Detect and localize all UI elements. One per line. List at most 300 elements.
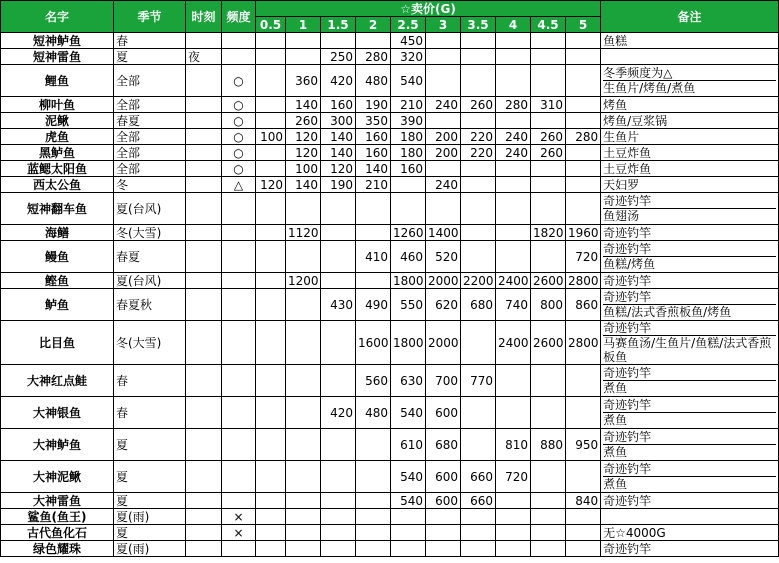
price-cell xyxy=(426,193,461,225)
season-cell: 夏(雨) xyxy=(114,541,186,557)
table-row xyxy=(1,273,779,289)
price-cell xyxy=(426,33,461,49)
price-level: 3.5 xyxy=(461,17,496,33)
fish-name: 鲤鱼 xyxy=(1,65,114,97)
table-row xyxy=(1,177,779,193)
price-cell: 610 xyxy=(391,429,426,461)
note-line: 奇迹钓竿 xyxy=(603,194,776,209)
price-cell xyxy=(321,33,356,49)
price-cell xyxy=(496,33,531,49)
price-cell xyxy=(531,509,566,525)
price-cell xyxy=(496,241,531,273)
price-cell: 480 xyxy=(356,397,391,429)
time-cell xyxy=(186,177,222,193)
price-cell xyxy=(461,49,496,65)
notes-cell xyxy=(601,145,779,161)
price-cell xyxy=(461,177,496,193)
price-cell xyxy=(391,509,426,525)
time-cell xyxy=(186,525,222,541)
price-cell: 600 xyxy=(426,461,461,493)
price-cell xyxy=(496,493,531,509)
price-cell xyxy=(531,541,566,557)
season-cell: 全部 xyxy=(114,145,186,161)
header-time: 时刻 xyxy=(186,1,222,33)
notes-cell xyxy=(601,321,779,365)
price-cell xyxy=(286,397,321,429)
price-cell: 240 xyxy=(426,177,461,193)
price-cell xyxy=(286,493,321,509)
notes-cell xyxy=(601,225,779,241)
price-cell xyxy=(286,241,321,273)
price-cell xyxy=(566,33,601,49)
price-cell xyxy=(321,493,356,509)
price-cell: 1820 xyxy=(531,225,566,241)
fish-name: 西太公鱼 xyxy=(1,177,114,193)
price-cell: 160 xyxy=(391,161,426,177)
price-cell: 180 xyxy=(391,129,426,145)
price-cell xyxy=(461,525,496,541)
price-cell: 260 xyxy=(286,113,321,129)
price-level: 4 xyxy=(496,17,531,33)
price-cell xyxy=(391,541,426,557)
price-cell xyxy=(321,241,356,273)
note-line: 无☆4000G xyxy=(603,525,666,540)
season-cell: 全部 xyxy=(114,129,186,145)
price-cell xyxy=(566,509,601,525)
time-cell xyxy=(186,129,222,145)
price-cell: 540 xyxy=(391,397,426,429)
note-line: 烤鱼 xyxy=(603,97,628,112)
notes-cell xyxy=(601,193,779,225)
frequency-cell xyxy=(222,461,256,493)
fish-name: 海鳝 xyxy=(1,225,114,241)
table-row xyxy=(1,113,779,129)
price-cell: 720 xyxy=(496,461,531,493)
price-cell xyxy=(426,49,461,65)
season-cell: 夏 xyxy=(114,525,186,541)
time-cell xyxy=(186,241,222,273)
price-cell xyxy=(566,541,601,557)
table-row xyxy=(1,429,779,461)
table-row xyxy=(1,161,779,177)
price-cell: 140 xyxy=(356,161,391,177)
price-cell: 2600 xyxy=(531,321,566,365)
price-cell xyxy=(286,365,321,397)
price-cell: 1600 xyxy=(356,321,391,365)
price-cell xyxy=(256,541,286,557)
price-cell: 140 xyxy=(286,177,321,193)
table-row xyxy=(1,65,779,97)
price-cell xyxy=(496,193,531,225)
price-cell xyxy=(286,49,321,65)
price-cell: 620 xyxy=(426,289,461,321)
price-level: 4.5 xyxy=(531,17,566,33)
price-cell xyxy=(496,365,531,397)
time-cell xyxy=(186,541,222,557)
note-line: 奇迹钓竿 xyxy=(603,273,652,288)
fish-name: 虎鱼 xyxy=(1,129,114,145)
time-cell xyxy=(186,225,222,241)
price-cell xyxy=(286,509,321,525)
note-line: 鱼糕/烤鱼 xyxy=(603,257,656,271)
frequency-cell xyxy=(222,289,256,321)
time-cell xyxy=(186,97,222,113)
frequency-cell xyxy=(222,33,256,49)
frequency-cell xyxy=(222,225,256,241)
notes-cell xyxy=(601,525,779,541)
price-cell: 2200 xyxy=(461,273,496,289)
price-cell: 250 xyxy=(321,49,356,65)
price-cell xyxy=(256,145,286,161)
season-cell: 春 xyxy=(114,397,186,429)
price-cell xyxy=(321,193,356,225)
table-body xyxy=(1,33,779,557)
fish-name: 黑鲈鱼 xyxy=(1,145,114,161)
note-line: 奇迹钓竿 xyxy=(603,321,776,336)
note-line: 奇迹钓竿 xyxy=(603,462,776,477)
price-cell xyxy=(321,321,356,365)
price-cell: 1200 xyxy=(286,273,321,289)
price-cell: 680 xyxy=(461,289,496,321)
table-row xyxy=(1,509,779,525)
note-line: 煮鱼 xyxy=(603,381,628,395)
header-frequency: 频度 xyxy=(222,1,256,33)
notes-cell xyxy=(601,65,779,97)
price-cell xyxy=(391,177,426,193)
time-cell xyxy=(186,113,222,129)
price-cell: 700 xyxy=(426,365,461,397)
price-cell xyxy=(356,493,391,509)
fish-name: 泥鳅 xyxy=(1,113,114,129)
price-cell: 490 xyxy=(356,289,391,321)
time-cell xyxy=(186,509,222,525)
price-cell xyxy=(286,193,321,225)
fish-name: 短神雷鱼 xyxy=(1,49,114,65)
notes-cell xyxy=(601,241,779,273)
note-line: 奇迹钓竿 xyxy=(603,225,652,240)
price-cell xyxy=(256,241,286,273)
fish-name: 鲣鱼 xyxy=(1,273,114,289)
price-cell: 190 xyxy=(321,177,356,193)
table-row xyxy=(1,321,779,365)
note-line: 鱼糕/法式香煎板鱼/烤鱼 xyxy=(603,305,732,319)
price-cell xyxy=(496,541,531,557)
price-cell xyxy=(256,193,286,225)
price-cell xyxy=(356,429,391,461)
price-cell: 180 xyxy=(391,145,426,161)
price-cell: 560 xyxy=(356,365,391,397)
price-cell: 520 xyxy=(426,241,461,273)
price-cell: 460 xyxy=(391,241,426,273)
price-cell: 140 xyxy=(286,97,321,113)
price-cell: 600 xyxy=(426,397,461,429)
season-cell: 夏(台风) xyxy=(114,193,186,225)
price-cell xyxy=(426,509,461,525)
note-line: 奇迹钓竿 xyxy=(603,493,652,508)
frequency-cell: △ xyxy=(222,177,256,193)
price-cell xyxy=(531,461,566,493)
price-cell: 550 xyxy=(391,289,426,321)
fish-name: 大神泥鳅 xyxy=(1,461,114,493)
price-cell xyxy=(286,33,321,49)
price-cell xyxy=(356,461,391,493)
price-cell xyxy=(461,161,496,177)
table-row xyxy=(1,97,779,113)
price-cell xyxy=(321,365,356,397)
table-row xyxy=(1,541,779,557)
season-cell: 夏 xyxy=(114,429,186,461)
fish-name: 鲈鱼 xyxy=(1,289,114,321)
notes-cell xyxy=(601,493,779,509)
season-cell: 夏 xyxy=(114,49,186,65)
price-cell: 860 xyxy=(566,289,601,321)
season-cell: 冬 xyxy=(114,177,186,193)
frequency-cell xyxy=(222,49,256,65)
note-line: 奇迹钓竿 xyxy=(603,430,776,445)
price-cell xyxy=(461,193,496,225)
price-cell xyxy=(321,273,356,289)
fish-name: 鳗鱼 xyxy=(1,241,114,273)
price-cell: 1120 xyxy=(286,225,321,241)
notes-cell xyxy=(601,161,779,177)
price-cell xyxy=(531,397,566,429)
price-cell xyxy=(566,525,601,541)
price-cell: 2400 xyxy=(496,321,531,365)
header-season: 季节 xyxy=(114,1,186,33)
price-cell xyxy=(566,397,601,429)
price-cell xyxy=(256,509,286,525)
price-cell xyxy=(321,525,356,541)
note-line: 天妇罗 xyxy=(603,177,640,192)
price-cell xyxy=(256,429,286,461)
price-cell xyxy=(256,49,286,65)
fish-name: 大神红点鲑 xyxy=(1,365,114,397)
season-cell: 春夏秋 xyxy=(114,289,186,321)
price-cell xyxy=(356,273,391,289)
price-cell: 420 xyxy=(321,65,356,97)
price-cell: 210 xyxy=(391,97,426,113)
price-cell: 160 xyxy=(356,129,391,145)
fish-name: 大神雷鱼 xyxy=(1,493,114,509)
price-cell xyxy=(566,65,601,97)
price-cell: 800 xyxy=(531,289,566,321)
frequency-cell: ○ xyxy=(222,113,256,129)
price-cell: 2800 xyxy=(566,321,601,365)
price-cell: 260 xyxy=(461,97,496,113)
price-cell xyxy=(256,321,286,365)
notes-cell xyxy=(601,33,779,49)
price-cell xyxy=(531,365,566,397)
price-cell xyxy=(256,493,286,509)
notes-cell xyxy=(601,397,779,429)
price-cell: 2000 xyxy=(426,321,461,365)
note-line: 生鱼片/烤鱼/煮鱼 xyxy=(603,81,696,95)
season-cell: 夏 xyxy=(114,493,186,509)
price-cell xyxy=(531,493,566,509)
price-cell: 2400 xyxy=(496,273,531,289)
price-cell: 430 xyxy=(321,289,356,321)
price-cell xyxy=(566,177,601,193)
price-cell xyxy=(496,49,531,65)
note-line: 鱼翅汤 xyxy=(603,209,640,223)
price-cell: 740 xyxy=(496,289,531,321)
price-cell xyxy=(286,321,321,365)
price-cell xyxy=(256,365,286,397)
price-cell xyxy=(286,541,321,557)
price-cell xyxy=(566,113,601,129)
price-cell xyxy=(461,397,496,429)
note-line: 冬季频度为△ xyxy=(603,66,776,81)
time-cell xyxy=(186,161,222,177)
note-line: 奇迹钓竿 xyxy=(603,366,776,381)
price-cell xyxy=(356,509,391,525)
frequency-cell: ○ xyxy=(222,129,256,145)
note-line: 奇迹钓竿 xyxy=(603,290,776,305)
note-line: 煮鱼 xyxy=(603,413,628,427)
price-cell xyxy=(461,541,496,557)
frequency-cell xyxy=(222,397,256,429)
fish-name: 古代鱼化石 xyxy=(1,525,114,541)
note-line: 煮鱼 xyxy=(603,445,628,459)
price-cell: 220 xyxy=(461,129,496,145)
price-cell: 2000 xyxy=(426,273,461,289)
price-cell xyxy=(461,241,496,273)
price-cell xyxy=(426,161,461,177)
price-cell: 950 xyxy=(566,429,601,461)
price-cell xyxy=(286,429,321,461)
time-cell xyxy=(186,33,222,49)
price-level: 2 xyxy=(356,17,391,33)
frequency-cell xyxy=(222,365,256,397)
price-cell xyxy=(391,525,426,541)
table-row xyxy=(1,397,779,429)
price-cell: 120 xyxy=(321,161,356,177)
price-cell xyxy=(566,461,601,493)
frequency-cell xyxy=(222,429,256,461)
time-cell xyxy=(186,273,222,289)
price-cell: 2800 xyxy=(566,273,601,289)
time-cell xyxy=(186,493,222,509)
table-row xyxy=(1,493,779,509)
price-cell: 160 xyxy=(356,145,391,161)
price-cell xyxy=(566,193,601,225)
time-cell xyxy=(186,429,222,461)
price-cell xyxy=(356,225,391,241)
price-cell xyxy=(461,321,496,365)
price-cell xyxy=(256,289,286,321)
frequency-cell: × xyxy=(222,525,256,541)
price-level: 0.5 xyxy=(256,17,286,33)
price-cell: 280 xyxy=(566,129,601,145)
time-cell xyxy=(186,321,222,365)
price-cell: 2600 xyxy=(531,273,566,289)
price-cell: 200 xyxy=(426,145,461,161)
frequency-cell xyxy=(222,541,256,557)
price-cell: 100 xyxy=(286,161,321,177)
season-cell: 春 xyxy=(114,365,186,397)
notes-cell xyxy=(601,541,779,557)
fish-name: 鲨鱼(鱼王) xyxy=(1,509,114,525)
season-cell: 冬(大雪) xyxy=(114,321,186,365)
price-cell: 280 xyxy=(356,49,391,65)
note-line: 土豆炸鱼 xyxy=(603,161,652,176)
price-cell: 240 xyxy=(496,145,531,161)
price-cell xyxy=(496,161,531,177)
price-cell xyxy=(286,461,321,493)
price-cell: 630 xyxy=(391,365,426,397)
price-cell xyxy=(256,525,286,541)
price-cell xyxy=(496,509,531,525)
price-cell xyxy=(531,65,566,97)
price-cell: 120 xyxy=(286,145,321,161)
time-cell xyxy=(186,365,222,397)
frequency-cell: ○ xyxy=(222,161,256,177)
price-cell: 240 xyxy=(496,129,531,145)
price-cell: 720 xyxy=(566,241,601,273)
price-cell: 1800 xyxy=(391,273,426,289)
price-cell: 140 xyxy=(321,145,356,161)
price-cell: 540 xyxy=(391,493,426,509)
price-cell xyxy=(496,397,531,429)
price-cell xyxy=(256,273,286,289)
time-cell xyxy=(186,397,222,429)
price-cell: 360 xyxy=(286,65,321,97)
season-cell: 春夏 xyxy=(114,241,186,273)
time-cell xyxy=(186,461,222,493)
price-cell: 310 xyxy=(531,97,566,113)
frequency-cell: ○ xyxy=(222,145,256,161)
frequency-cell: × xyxy=(222,509,256,525)
price-cell xyxy=(426,113,461,129)
fish-name: 大神鲈鱼 xyxy=(1,429,114,461)
frequency-cell xyxy=(222,241,256,273)
price-cell xyxy=(496,65,531,97)
price-cell xyxy=(256,225,286,241)
fish-name: 短神翻车鱼 xyxy=(1,193,114,225)
notes-cell xyxy=(601,129,779,145)
table-row xyxy=(1,365,779,397)
price-cell xyxy=(566,365,601,397)
price-cell: 350 xyxy=(356,113,391,129)
price-cell xyxy=(256,161,286,177)
table-row xyxy=(1,241,779,273)
note-line: 奇迹钓竿 xyxy=(603,242,776,257)
price-cell: 880 xyxy=(531,429,566,461)
time-cell xyxy=(186,145,222,161)
price-cell xyxy=(531,161,566,177)
price-cell xyxy=(256,97,286,113)
time-cell xyxy=(186,65,222,97)
fish-name: 绿色耀珠 xyxy=(1,541,114,557)
price-cell: 390 xyxy=(391,113,426,129)
price-cell: 770 xyxy=(461,365,496,397)
notes-cell xyxy=(601,113,779,129)
price-cell xyxy=(426,541,461,557)
price-cell xyxy=(256,397,286,429)
price-cell xyxy=(321,429,356,461)
price-cell: 140 xyxy=(321,129,356,145)
price-cell xyxy=(531,33,566,49)
price-cell xyxy=(356,33,391,49)
header-notes: 备注 xyxy=(601,1,779,33)
price-cell xyxy=(321,509,356,525)
price-cell xyxy=(531,49,566,65)
price-cell xyxy=(566,49,601,65)
note-line: 鱼糕 xyxy=(603,33,628,48)
frequency-cell xyxy=(222,273,256,289)
season-cell: 全部 xyxy=(114,161,186,177)
price-cell: 1800 xyxy=(391,321,426,365)
